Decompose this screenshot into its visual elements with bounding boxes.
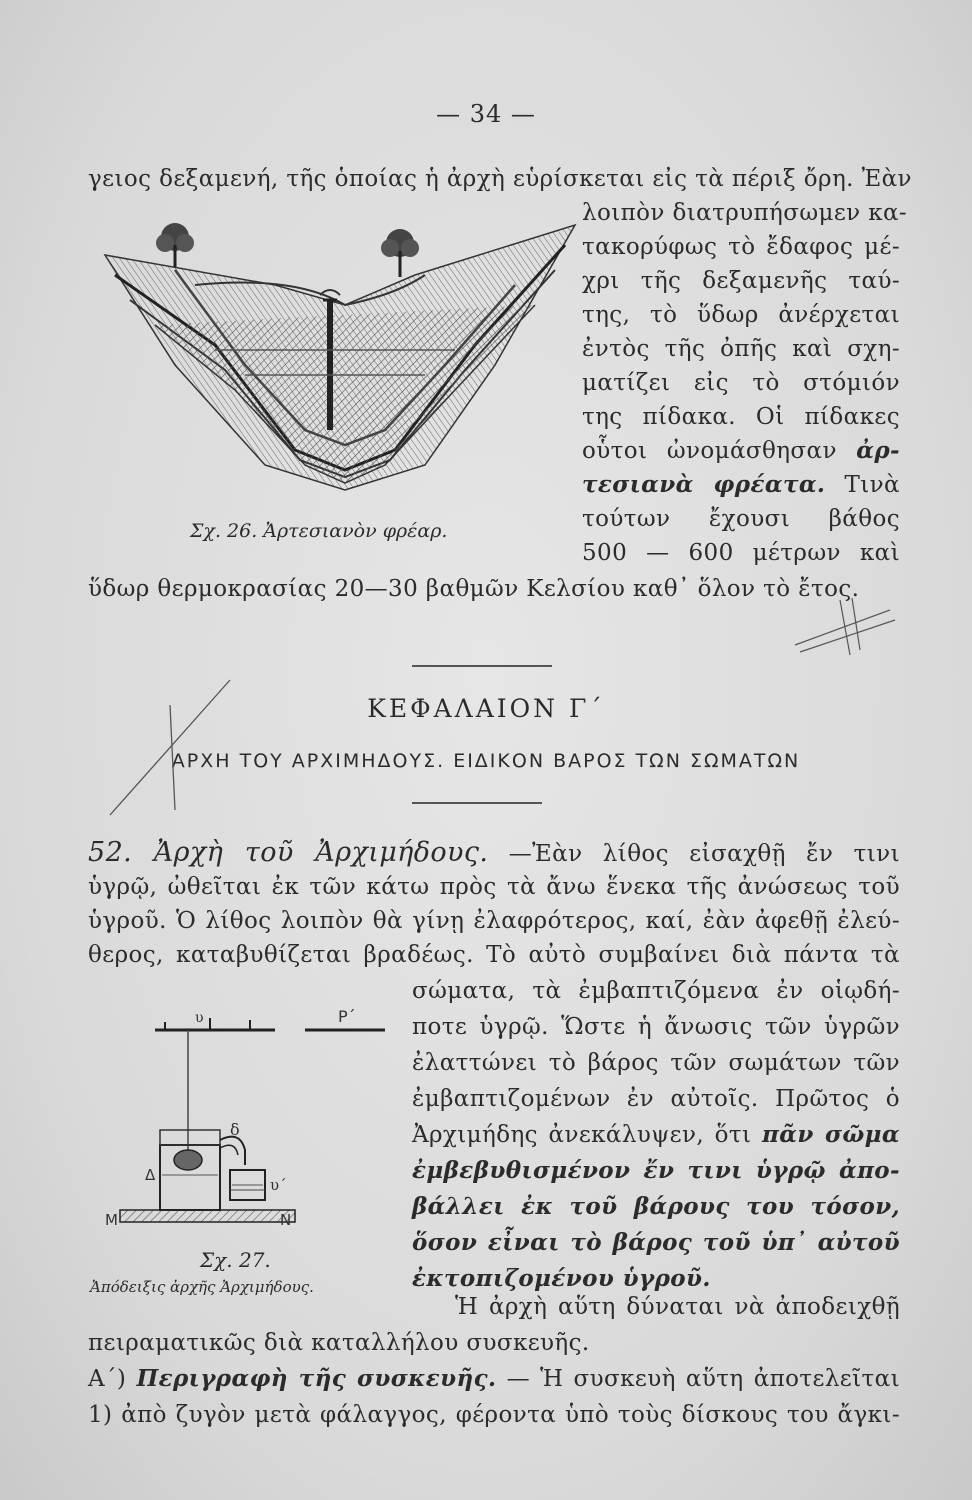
text-line: της πίδακα. Οἱ πίδακες (582, 404, 900, 430)
text-span: Ἀρχιμήδης ἀνεκάλυψεν, ὅτι (412, 1122, 752, 1148)
label-v: υ (195, 1010, 204, 1026)
text-span: —Ἐὰν λίθος εἰσαχθῇ ἔν τινι (508, 841, 900, 867)
label-p: Ρ΄ (338, 1007, 356, 1026)
label-delta: Δ (145, 1166, 156, 1184)
text-line: ἐμβεβυθισμένον ἔν τινι ὑγρῷ ἀπο- (412, 1157, 900, 1184)
text-span: Α΄) (88, 1366, 127, 1392)
text-line: χρι τῆς δεξαμενῆς ταύ- (582, 268, 900, 294)
text-line: βάλλει ἐκ τοῦ βάρους του τόσον, (412, 1193, 900, 1220)
text-line: ματίζει εἰς τὸ στόμιόν (582, 370, 900, 396)
label-n: Ν (280, 1211, 292, 1229)
figure-26-caption: Σχ. 26. Ἀρτεσιανὸν φρέαρ. (190, 520, 448, 542)
bold-term: τεσιανὰ φρέατα. (582, 471, 826, 498)
divider (412, 665, 552, 667)
text-line: ἐκτοπιζομένου ὑγροῦ. (412, 1265, 711, 1292)
text-line: ὅσον εἶναι τὸ βάρος τοῦ ὑπ᾽ αὐτοῦ (412, 1229, 900, 1256)
text-line: ὑγρῷ, ὠθεῖται ἐκ τῶν κάτω πρὸς τὰ ἄνω ἕνεκα τῆς ἀνώσεως τοῦ (88, 874, 900, 900)
text-line: τακορύφως τὸ ἔδαφος μέ- (582, 234, 900, 260)
text-line: ποτε ὑγρῷ. Ὥστε ἡ ἄνωσις τῶν ὑγρῶν (412, 1014, 900, 1040)
text-line: ἐμβαπτιζομένων ἐν αὐτοῖς. Πρῶτος ὁ (412, 1086, 900, 1112)
chapter-title: ΚΕΦΑΛΑΙΟΝ Γ΄ (367, 694, 605, 723)
text-line: πειραματικῶς διὰ καταλλήλου συσκευῆς. (88, 1330, 590, 1356)
text-line: 500 — 600 μέτρων καὶ (582, 540, 900, 566)
page-number: — 34 — (436, 100, 536, 128)
text-line (88, 838, 900, 869)
artesian-well-figure (95, 215, 585, 505)
figure-27-caption-number: Σχ. 27. (200, 1248, 271, 1272)
pen-mark (100, 670, 240, 820)
text-line: 1) ἀπὸ ζυγὸν μετὰ φάλαγγος, φέροντα ὑπὸ τοὺς δίσκους του ἄγκι- (88, 1402, 900, 1428)
text-line: λοιπὸν διατρυπήσωμεν κα- (582, 200, 908, 226)
text-line (88, 1364, 900, 1394)
text-span: — Ἡ συσκευὴ αὕτη ἀποτελεῖται (506, 1366, 901, 1392)
text-line: γειος δεξαμενή, τῆς ὁποίας ἡ ἀρχὴ εὑρίσκεται εἰς τὰ πέριξ ὄρη. Ἐὰν (88, 166, 912, 192)
figure-27-caption-title: Ἀπόδειξις ἀρχῆς Ἀρχιμήδους. (90, 1278, 314, 1296)
text-line: τούτων ἔχουσι βάθος (582, 506, 900, 532)
label-o: δ (230, 1120, 240, 1139)
archimedes-apparatus-figure (100, 1000, 410, 1250)
divider (412, 802, 542, 804)
text-line: ἐντὸς τῆς ὀπῆς καὶ σχη- (582, 336, 900, 362)
text-line: ἐλαττώνει τὸ βάρος τῶν σωμάτων τῶν (412, 1050, 900, 1076)
pen-mark (790, 590, 900, 660)
bold-term: ἀρ- (856, 437, 901, 464)
bold-term: πᾶν σῶμα (762, 1121, 900, 1148)
text-line: ὑγροῦ. Ὁ λίθος λοιπὸν θὰ γίνῃ ἐλαφρότερος, καί, ἐὰν ἀφεθῇ ἐλεύ- (88, 908, 900, 934)
label-v2: υ΄ (270, 1176, 287, 1194)
text-span: Τινὰ (844, 472, 900, 498)
bold-term: Περιγραφὴ τῆς συσκευῆς. (136, 1365, 497, 1392)
text-span: οὗτοι ὠνομάσθησαν (582, 438, 837, 464)
text-line: της, τὸ ὕδωρ ἀνέρχεται (582, 302, 900, 328)
text-line (582, 470, 900, 500)
text-line (582, 436, 900, 466)
section-heading: 52. Ἀρχὴ τοῦ Ἀρχιμήδους. (88, 837, 489, 868)
text-line: Ἡ ἀρχὴ αὕτη δύναται νὰ ἀποδειχθῇ (455, 1294, 900, 1320)
text-line: ὕδωρ θερμοκρασίας 20—30 βαθμῶν Κελσίου καθ᾽ ὅλον τὸ ἔτος. (88, 576, 860, 602)
text-line: σώματα, τὰ ἐμβαπτιζόμενα ἐν οἱῳδή- (412, 978, 900, 1004)
label-m: Μ (105, 1211, 118, 1229)
text-line (412, 1120, 900, 1150)
chapter-subtitle: ΑΡΧΗ ΤΟΥ ΑΡΧΙΜΗΔΟΥΣ. ΕΙΔΙΚΟΝ ΒΑΡΟΣ ΤΩΝ ΣΩΜΑΤΩΝ (171, 750, 801, 772)
text-line: θερος, καταβυθίζεται βραδέως. Τὸ αὐτὸ συμβαίνει διὰ πάντα τὰ (88, 942, 900, 968)
